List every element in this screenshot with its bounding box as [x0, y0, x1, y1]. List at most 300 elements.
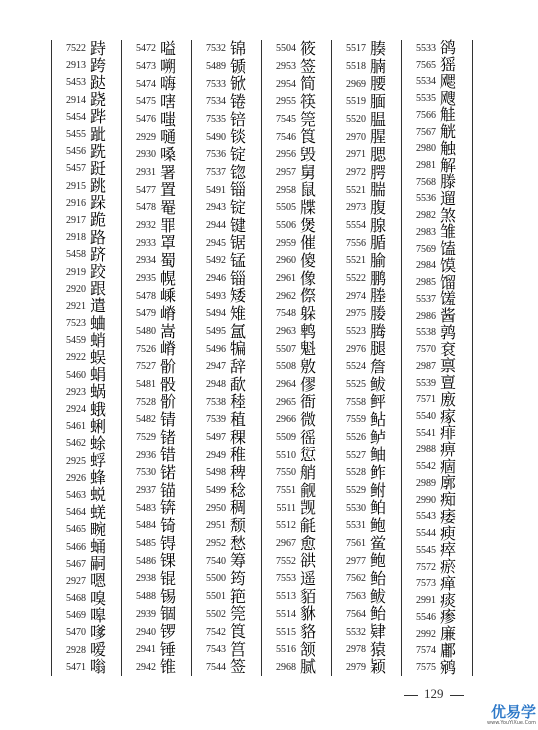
entry-code: 2945 [206, 237, 226, 249]
table-row [195, 358, 261, 376]
entry-code: 7570 [416, 344, 436, 356]
entry-code: 2982 [416, 210, 436, 222]
table-row [125, 111, 191, 129]
table-row [405, 358, 472, 375]
entry-character: 鲅 [370, 586, 388, 606]
entry-character: 歃 [230, 374, 248, 394]
table-row [265, 499, 331, 517]
page-footer [398, 686, 470, 702]
entry-code: 5457 [66, 163, 86, 175]
entry-character: 腯 [370, 233, 388, 253]
table-row [265, 164, 331, 182]
entry-code: 5473 [136, 61, 156, 72]
table-row [55, 453, 121, 470]
entry-character: 鼠 [300, 180, 318, 200]
entry-character: 煲 [300, 215, 318, 235]
entry-code: 5464 [66, 507, 86, 519]
entry-code: 2933 [136, 237, 156, 249]
table-row [195, 535, 261, 553]
table-row [335, 588, 401, 606]
table-column [401, 40, 473, 676]
entry-character: 貊 [300, 586, 318, 606]
table-row [125, 164, 191, 182]
entry-code: 2917 [66, 214, 86, 226]
entry-code: 7552 [276, 555, 296, 567]
entry-code: 2951 [206, 520, 226, 532]
entry-code: 2955 [276, 96, 296, 108]
entry-code: 2952 [206, 538, 226, 550]
entry-character: 筦 [300, 109, 318, 129]
entry-character: 谼 [300, 551, 318, 571]
table-row [335, 340, 401, 358]
table-row [195, 234, 261, 252]
table-row [405, 425, 472, 442]
entry-character: 颖 [370, 657, 388, 677]
table-column [191, 40, 261, 676]
entry-code: 5513 [276, 591, 296, 603]
entry-character: 路 [90, 227, 108, 247]
table-row [195, 588, 261, 606]
table-row [335, 305, 401, 323]
entry-code: 7569 [416, 243, 436, 255]
entry-code: 5529 [346, 485, 366, 497]
entry-character: 跣 [90, 141, 108, 161]
table-row [405, 124, 472, 141]
entry-character: 筦 [230, 604, 248, 624]
entry-code: 5521 [346, 184, 366, 196]
entry-code: 2961 [276, 273, 296, 285]
table-row [405, 559, 472, 576]
entry-code: 5465 [66, 524, 86, 536]
entry-character: 锭 [230, 144, 248, 164]
entry-code: 5497 [206, 432, 226, 444]
entry-character: 锥 [160, 657, 178, 677]
table-row [125, 535, 191, 553]
table-row [125, 270, 191, 288]
table-row [125, 287, 191, 305]
entry-character: 鲉 [370, 445, 388, 465]
entry-character: 锰 [230, 250, 248, 270]
table-row [55, 401, 121, 418]
table-row [55, 178, 121, 195]
entry-code: 7573 [416, 578, 436, 590]
table-row [265, 552, 331, 570]
entry-code: 5531 [346, 520, 366, 532]
entry-character: 觟 [440, 105, 458, 125]
entry-code: 5524 [346, 361, 366, 373]
table-row [405, 626, 472, 643]
entry-character: 嗨 [160, 74, 178, 94]
entry-code: 7526 [136, 343, 156, 355]
table-row [405, 107, 472, 124]
entry-code: 2942 [136, 661, 156, 673]
entry-character: 遛 [440, 188, 458, 208]
entry-character: 瘁 [440, 540, 458, 560]
entry-character: 遥 [300, 568, 318, 588]
entry-code: 2919 [66, 266, 86, 278]
table-row [405, 90, 472, 107]
entry-character: 微 [300, 409, 318, 429]
entry-code: 7548 [276, 308, 296, 320]
table-row [195, 393, 261, 411]
entry-code: 5540 [416, 411, 436, 423]
table-row [335, 535, 401, 553]
entry-code: 5466 [66, 541, 86, 553]
table-row [125, 464, 191, 482]
table-column [261, 40, 331, 676]
entry-character: 鲋 [370, 480, 388, 500]
entry-code: 2934 [136, 255, 156, 267]
entry-code: 7527 [136, 361, 156, 373]
table-row [405, 506, 472, 526]
entry-character: 畹 [90, 519, 108, 539]
entry-code: 5478 [136, 290, 156, 302]
entry-character: 锚 [160, 480, 178, 500]
entry-code: 2966 [276, 414, 296, 426]
entry-character: 锣 [160, 622, 178, 641]
table-row [265, 358, 331, 376]
entry-code: 2981 [416, 160, 436, 171]
entry-code: 5543 [416, 511, 436, 523]
entry-code: 5476 [136, 114, 156, 126]
entry-code: 7563 [346, 591, 366, 603]
entry-character: 鲐 [370, 568, 388, 588]
table-row [405, 573, 472, 593]
entry-character: 蜂 [90, 468, 108, 488]
entry-character: 廉 [440, 624, 458, 644]
entry-code: 2992 [416, 628, 436, 640]
entry-character: 蜕 [90, 485, 108, 505]
table-row [335, 482, 401, 500]
table-row [195, 641, 261, 659]
entry-code: 5506 [276, 220, 296, 232]
entry-code: 2947 [206, 361, 226, 373]
entry-code: 7556 [346, 237, 366, 249]
entry-character: 亶 [440, 373, 458, 393]
table-row [195, 146, 261, 164]
entry-code: 5492 [206, 255, 226, 267]
entry-character: 雏 [440, 222, 458, 242]
entry-code: 7567 [416, 126, 436, 138]
entry-character: 蜈 [90, 347, 108, 367]
table-row [55, 624, 121, 641]
entry-code: 2960 [276, 255, 296, 267]
table-row [335, 199, 401, 217]
footer-dash-right [450, 695, 464, 696]
table-row [195, 376, 261, 394]
entry-code: 5472 [136, 43, 156, 55]
entry-code: 5525 [346, 379, 366, 391]
entry-character: 鹏 [370, 268, 388, 288]
entry-character: 骰 [160, 374, 178, 394]
entry-character: 傻 [300, 250, 318, 270]
entry-character: 嵩 [160, 321, 178, 341]
table-row [55, 298, 121, 315]
entry-character: 催 [300, 233, 318, 253]
table-row [265, 181, 331, 199]
entry-character: 跹 [90, 158, 108, 178]
entry-code: 5461 [66, 421, 86, 433]
entry-character: 蜍 [90, 433, 108, 453]
table-row [195, 570, 261, 588]
entry-code: 7532 [206, 43, 226, 55]
entry-character: 锘 [160, 462, 178, 482]
table-row [55, 263, 121, 280]
entry-code: 2930 [136, 149, 156, 161]
table-row [335, 623, 401, 641]
table-row [265, 340, 331, 358]
entry-code: 2939 [136, 608, 156, 620]
table-row [265, 482, 331, 500]
entry-code: 5536 [416, 193, 436, 205]
entry-code: 2944 [206, 220, 226, 232]
entry-character: 飕 [440, 88, 458, 108]
entry-character: 瘐 [440, 523, 458, 543]
entry-character: 颓 [230, 515, 248, 535]
entry-code: 2958 [276, 184, 296, 196]
table-row [195, 270, 261, 288]
table-row [55, 504, 121, 521]
table-row [55, 40, 121, 57]
entry-character: 煞 [440, 205, 458, 225]
entry-code: 5486 [136, 555, 156, 567]
entry-code: 5554 [346, 220, 366, 232]
table-row [195, 58, 261, 76]
table-row [125, 181, 191, 199]
table-row [405, 492, 472, 509]
entry-code: 2987 [416, 360, 436, 372]
table-row [405, 642, 472, 659]
table-row [55, 57, 121, 74]
entry-character: 愆 [300, 445, 318, 465]
table-row [265, 58, 331, 76]
entry-code: 5453 [66, 77, 86, 89]
table-row [265, 570, 331, 588]
entry-character: 稚 [230, 445, 248, 465]
entry-character: 馍 [440, 255, 458, 275]
table-row [55, 590, 121, 607]
entry-code: 2973 [346, 202, 366, 214]
entry-code: 7550 [276, 467, 296, 479]
entry-character: 筠 [230, 568, 248, 588]
entry-character: 艄 [300, 462, 318, 482]
entry-code: 7530 [136, 467, 156, 479]
table-row [335, 252, 401, 270]
entry-code: 2953 [276, 61, 296, 72]
table-row [335, 75, 401, 93]
entry-character: 衙 [300, 392, 318, 412]
table-row [335, 217, 401, 235]
entry-code: 7558 [346, 396, 366, 408]
entry-code: 2959 [276, 237, 296, 249]
entry-code: 7559 [346, 414, 366, 426]
entry-code: 5483 [136, 502, 156, 514]
entry-code: 5530 [346, 502, 366, 514]
table-row [265, 535, 331, 553]
entry-code: 5527 [346, 449, 366, 461]
table-row [195, 411, 261, 429]
table-row [125, 482, 191, 500]
table-row [55, 315, 121, 332]
table-row [265, 464, 331, 482]
table-row [405, 291, 472, 308]
entry-character: 觊 [300, 498, 318, 518]
entry-code: 5515 [276, 626, 296, 638]
entry-character: 痿 [440, 506, 458, 526]
entry-code: 5502 [206, 608, 226, 620]
table-row [405, 439, 472, 459]
table-row [335, 181, 401, 199]
entry-character: 锞 [160, 551, 178, 571]
table-row [335, 552, 401, 570]
entry-code: 5542 [416, 461, 436, 473]
entry-character: 嗣 [90, 554, 108, 574]
table-row [195, 305, 261, 323]
table-row [195, 181, 261, 199]
table-row [405, 308, 472, 325]
entry-character: 嗯 [90, 571, 108, 591]
entry-character: 蜎 [90, 365, 108, 385]
entry-code: 5477 [136, 184, 156, 196]
table-row [195, 111, 261, 129]
table-row [265, 217, 331, 235]
entry-code: 7572 [416, 561, 436, 573]
entry-character: 锜 [160, 515, 178, 535]
entry-code: 2985 [416, 277, 436, 289]
entry-code: 5539 [416, 377, 436, 389]
entry-character: 锦 [230, 38, 248, 58]
entry-character: 跶 [90, 72, 108, 92]
entry-character: 罨 [160, 197, 178, 217]
entry-character: 敫 [300, 356, 318, 376]
entry-character: 貅 [300, 604, 318, 624]
entry-code: 2931 [136, 167, 156, 179]
table-row [125, 252, 191, 270]
table-row [55, 418, 121, 435]
table-row [125, 75, 191, 93]
entry-code: 5511 [276, 502, 296, 514]
entry-character: 瘆 [440, 607, 458, 627]
entry-code: 7536 [206, 149, 226, 161]
entry-character: 貉 [300, 622, 318, 641]
table-row [195, 659, 261, 677]
entry-character: 遣 [90, 296, 108, 316]
table-row [55, 538, 121, 555]
table-row [125, 659, 191, 677]
table-row [335, 111, 401, 129]
entry-code: 2932 [136, 220, 156, 232]
table-row [195, 606, 261, 624]
entry-code: 2979 [346, 661, 366, 673]
entry-character: 锛 [160, 498, 178, 518]
entry-character: 筤 [300, 127, 318, 147]
entry-character: 跨 [90, 55, 108, 75]
entry-character: 痴 [440, 490, 458, 510]
entry-character: 锨 [230, 74, 248, 94]
table-row [265, 199, 331, 217]
table-row [125, 217, 191, 235]
entry-character: 痱 [440, 423, 458, 443]
table-row [195, 517, 261, 535]
entry-character: 猺 [440, 55, 458, 75]
entry-character: 蜀 [160, 250, 178, 270]
entry-character: 跟 [90, 279, 108, 299]
table-row [195, 287, 261, 305]
table-row [125, 446, 191, 464]
entry-code: 7574 [416, 645, 436, 657]
table-row [125, 234, 191, 252]
table-row [125, 358, 191, 376]
entry-code: 2976 [346, 343, 366, 355]
entry-character: 跐 [90, 124, 108, 144]
entry-character: 跷 [90, 90, 108, 110]
entry-code: 5479 [136, 308, 156, 320]
entry-character: 骱 [160, 392, 178, 412]
entry-character: 像 [300, 268, 318, 288]
table-row [55, 212, 121, 229]
entry-character: 解 [440, 155, 458, 175]
table-row [125, 588, 191, 606]
entry-code: 5463 [66, 489, 86, 501]
entry-character: 腽 [370, 109, 388, 129]
entry-character: 腰 [370, 74, 388, 94]
table-row [55, 573, 121, 590]
entry-character: 鲎 [370, 533, 388, 553]
table-row [335, 570, 401, 588]
entry-character: 稞 [230, 427, 248, 447]
entry-code: 2943 [206, 202, 226, 214]
entry-character: 滕 [440, 172, 458, 192]
entry-code: 2975 [346, 308, 366, 320]
table-row [405, 542, 472, 559]
entry-character: 鲌 [370, 498, 388, 518]
entry-code: 7543 [206, 644, 226, 656]
table-row [195, 552, 261, 570]
table-row [125, 411, 191, 429]
entry-code: 7551 [276, 485, 296, 497]
table-column [51, 40, 121, 676]
entry-character: 错 [160, 445, 178, 465]
table-row [405, 408, 472, 425]
entry-code: 2969 [346, 78, 366, 90]
entry-character: 痹 [440, 439, 458, 459]
entry-code: 5519 [346, 96, 366, 108]
table-row [265, 146, 331, 164]
entry-code: 5468 [66, 593, 86, 605]
table-row [125, 606, 191, 624]
entry-character: 猿 [370, 639, 388, 659]
entry-code: 5454 [66, 111, 86, 123]
table-row [55, 126, 121, 143]
table-row [125, 340, 191, 358]
entry-character: 瘃 [440, 406, 458, 426]
table-row [125, 552, 191, 570]
entry-character: 禀 [440, 356, 458, 376]
entry-code: 7562 [346, 573, 366, 585]
table-row [405, 157, 472, 174]
entry-character: 鹑 [440, 322, 458, 342]
table-row [195, 482, 261, 500]
table-row [265, 517, 331, 535]
table-row [335, 146, 401, 164]
table-row [265, 40, 331, 58]
table-row [125, 146, 191, 164]
entry-code: 5514 [276, 608, 296, 620]
entry-code: 2970 [346, 131, 366, 143]
entry-code: 2971 [346, 149, 366, 161]
entry-code: 2941 [136, 644, 156, 656]
table-row [195, 499, 261, 517]
